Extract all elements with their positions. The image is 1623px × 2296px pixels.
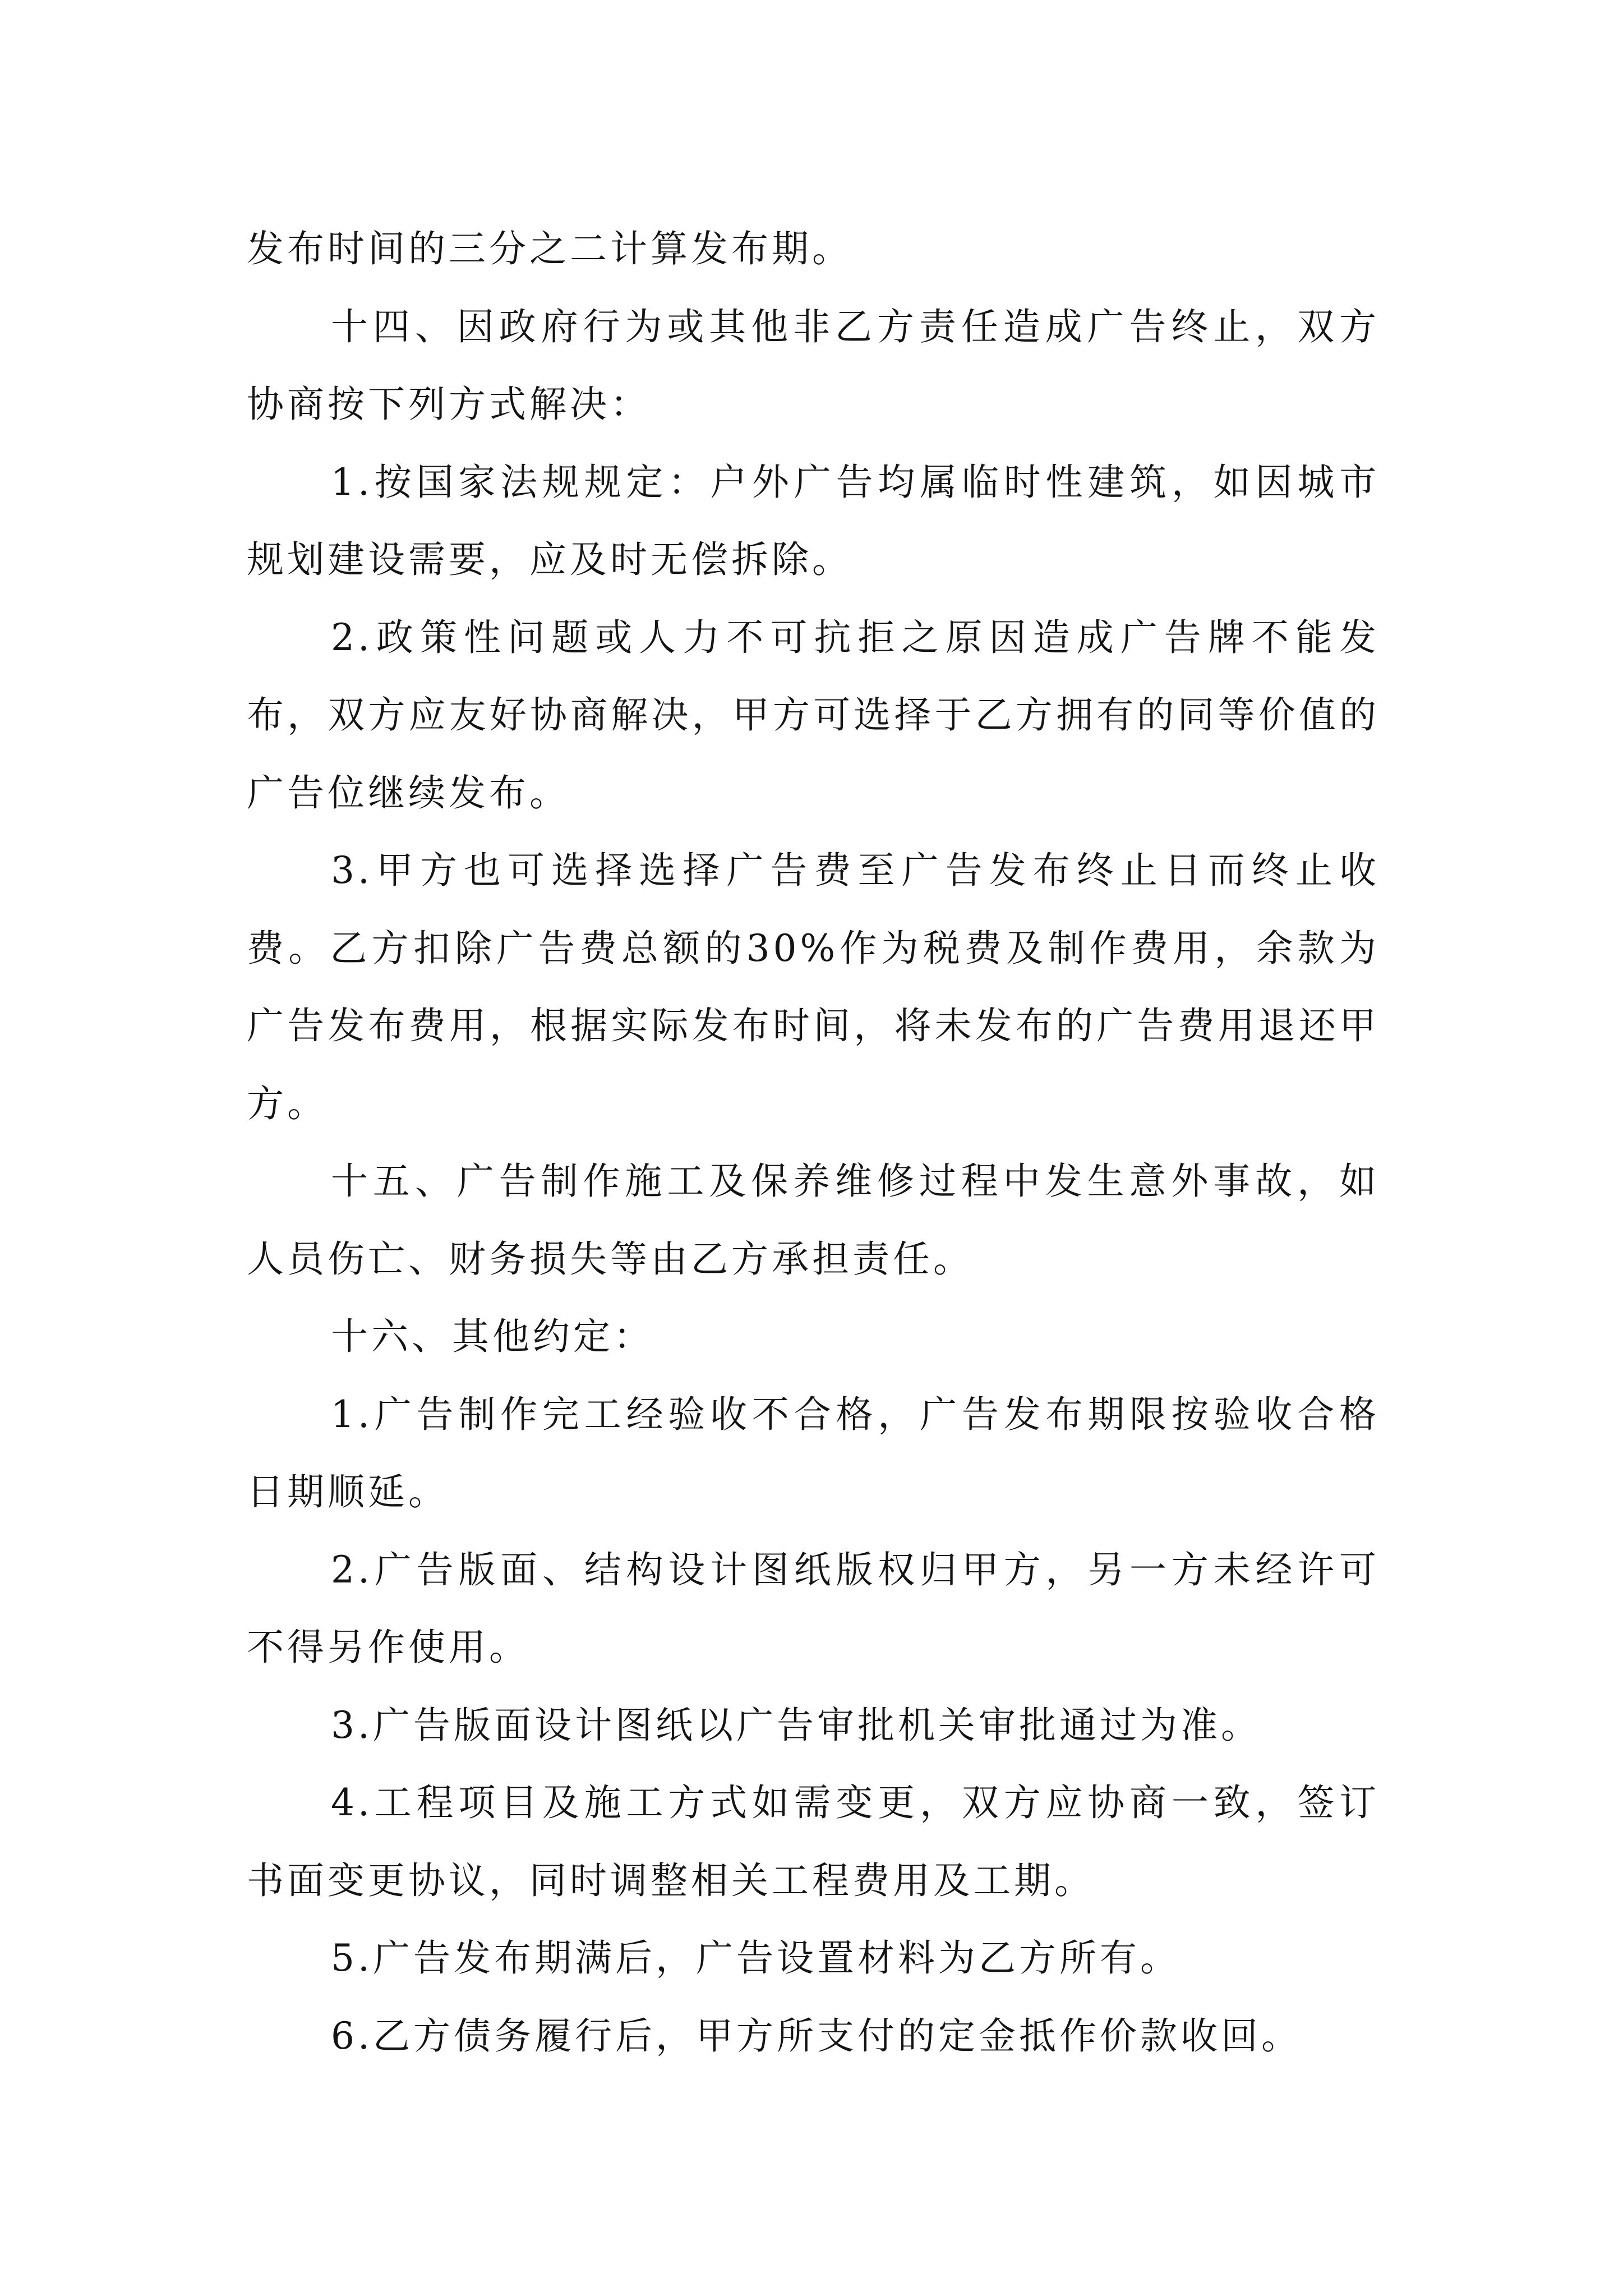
paragraph-clause-15: 十五、广告制作施工及保养维修过程中发生意外事故，如人员伤亡、财务损失等由乙方承担责任。 — [247, 1159, 1380, 1281]
document-body — [247, 210, 1380, 2075]
paragraph-clause-14: 十四、因政府行为或其他非乙方责任造成广告终止，双方协商按下列方式解决： — [247, 305, 1380, 426]
paragraph-clause-16: 十六、其他约定： — [331, 1315, 654, 1358]
paragraph-clause-14-item-3: 3.甲方也可选择选择广告费至广告发布终止日而终止收费。乙方扣除广告费总额的30%作为税费及制作费用，余款为广告发布费用，根据实际发布时间，将未发布的广告费用退还甲方。 — [247, 849, 1380, 1125]
paragraph-clause-16-item-2: 2.广告版面、结构设计图纸版权归甲方，另一方未经许可不得另作使用。 — [247, 1548, 1380, 1669]
paragraph-clause-16-item-4: 4.工程项目及施工方式如需变更，双方应协商一致，签订书面变更协议，同时调整相关工程费用及工期。 — [247, 1781, 1380, 1902]
paragraph-clause-16-item-3: 3.广告版面设计图纸以广告审批机关审批通过为准。 — [331, 1703, 1261, 1747]
paragraph-clause-16-item-1: 1.广告制作完工经验收不合格，广告发布期限按验收合格日期顺延。 — [247, 1392, 1380, 1513]
paragraph-clause-14-item-1: 1.按国家法规规定：户外广告均属临时性建筑，如因城市规划建设需要，应及时无偿拆除。 — [247, 460, 1380, 581]
paragraph-clause-16-item-5: 5.广告发布期满后，广告设置材料为乙方所有。 — [331, 1936, 1181, 1980]
paragraph-clause-14-item-2: 2.政策性问题或人力不可抗拒之原因造成广告牌不能发布，双方应友好协商解决，甲方可选择于乙方拥有的同等价值的广告位继续发布。 — [247, 615, 1380, 815]
paragraph-clause-16-item-6: 6.乙方债务履行后，甲方所支付的定金抵作价款收回。 — [331, 2014, 1302, 2058]
paragraph-continuation: 发布时间的三分之二计算发布期。 — [247, 227, 852, 270]
